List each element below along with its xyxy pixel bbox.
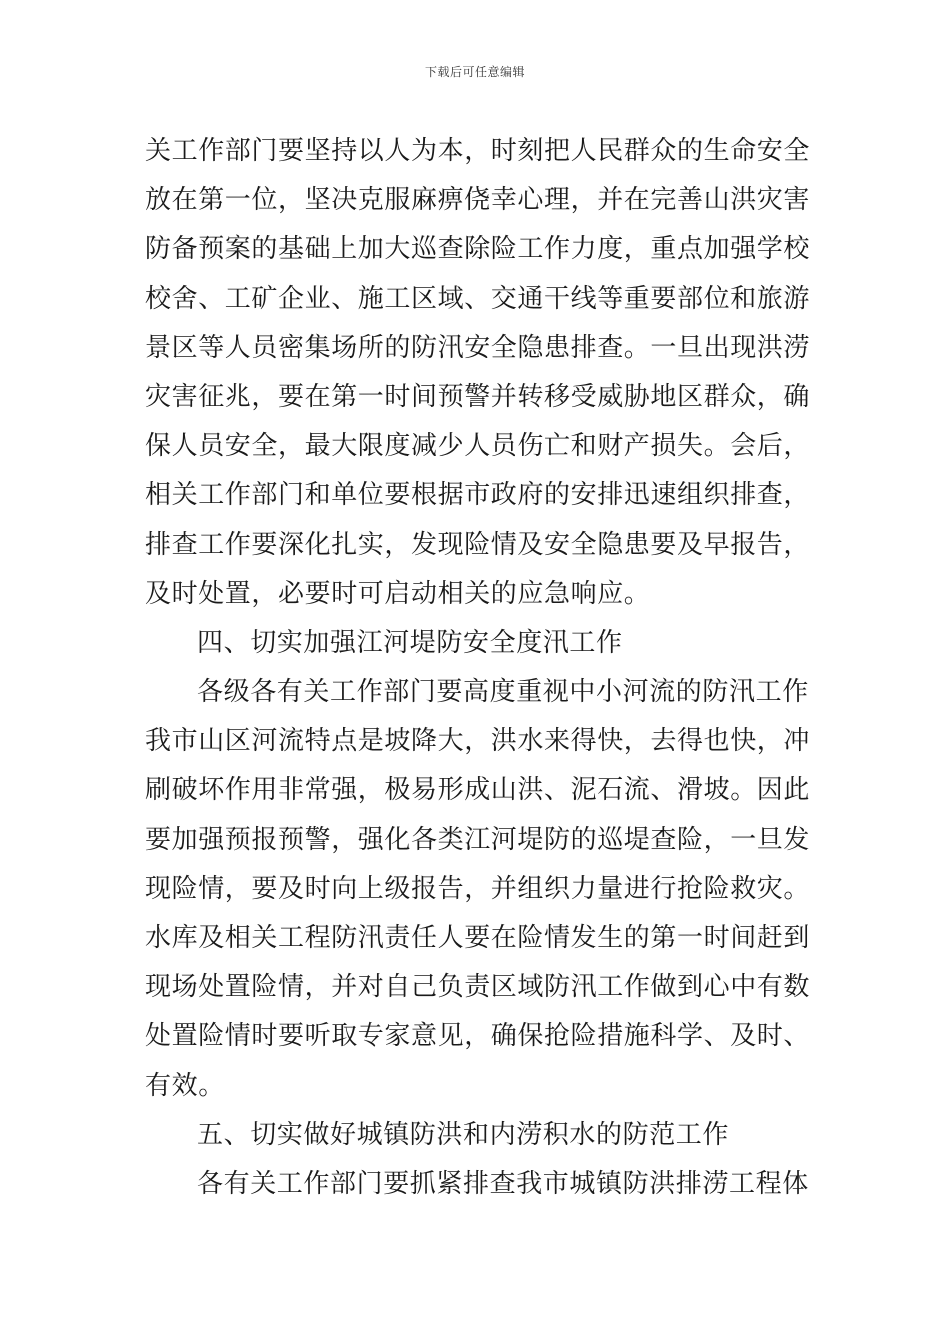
text-line: 校舍、工矿企业、施工区域、交通干线等重要部位和旅游 [145,283,811,314]
text-line: 刷破坏作用非常强，极易形成山洪、泥石流、滑坡。因此 [145,775,811,806]
text-line: 水库及相关工程防汛责任人要在险情发生的第一时间赶到 [145,923,811,953]
text-line: 关工作部门要坚持以人为本，时刻把人民群众的生命安全 [145,136,811,166]
text-line: 五、切实做好城镇防洪和内涝积水的防范工作 [197,1119,730,1150]
text-line: 现险情，要及时向上级报告，并组织力量进行抢险救灾。 [145,873,811,904]
text-line: 四、切实加强江河堤防安全度汛工作 [197,627,623,658]
text-line: 相关工作部门和单位要根据市政府的安排迅速组织排查， [145,480,811,511]
text-line: 要加强预报预警，强化各类江河堤防的巡堤查险，一旦发 [145,824,811,855]
text-line: 灾害征兆，要在第一时间预警并转移受威胁地区群众，确 [145,381,811,412]
text-line: 排查工作要深化扎实，发现险情及安全隐患要及早报告， [145,529,811,560]
text-line: 放在第一位，坚决克服麻痹侥幸心理，并在完善山洪灾害 [145,185,811,216]
text-line: 保人员安全，最大限度减少人员伤亡和财产损失。会后， [145,431,811,462]
text-line: 防备预案的基础上加大巡查除险工作力度，重点加强学校 [145,234,811,265]
text-line: 及时处置，必要时可启动相关的应急响应。 [145,578,651,609]
text-line: 景区等人员密集场所的防汛安全隐患排查。一旦出现洪涝 [145,332,811,363]
text-line: 我市山区河流特点是坡降大，洪水来得快，去得也快，冲 [145,726,811,757]
text-line: 各有关工作部门要抓紧排查我市城镇防洪排涝工程体 [197,1168,809,1199]
text-line: 各级各有关工作部门要高度重视中小河流的防汛工作 [197,677,809,708]
page-header: 下载后可任意编辑 [424,65,525,79]
text-line: 现场处置险情，并对自己负责区域防汛工作做到心中有数 [145,972,811,1003]
text-line: 有效。 [145,1070,225,1101]
document-body [145,127,815,1209]
text-line: 处置险情时要听取专家意见，确保抢险措施科学、及时、 [145,1021,811,1052]
